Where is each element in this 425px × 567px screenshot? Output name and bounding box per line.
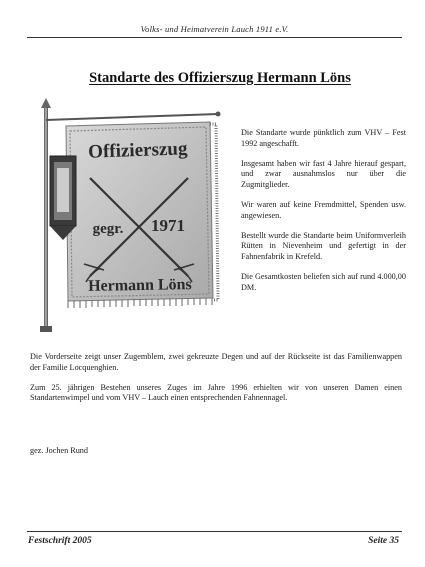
body-paragraph: Zum 25. jährigen Bestehen unseres Zuges im Jahre 1996 erhielten wir von unseren Damen einen Standartenwimpel und vom VHV – Lauch einen entsprechenden Fahnennagel. xyxy=(30,382,402,403)
banner-year-left: gegr. xyxy=(92,221,124,237)
banner-line-1: Offizierszug xyxy=(87,138,188,163)
side-paragraph: Die Standarte wurde pünktlich zum VHV – Fest 1992 angeschafft. xyxy=(241,128,406,148)
side-paragraph: Insgesamt haben wir fast 4 Jahre hierauf gespart, und zwar ausnahmslos nur über die Zugmitglieder. xyxy=(241,158,406,190)
header-divider xyxy=(27,37,402,38)
body-text xyxy=(30,352,402,413)
page-title: Standarte des Offizierszug Hermann Löns xyxy=(89,70,351,86)
running-header: Volks- und Heimatverein Lauch 1911 e.V. xyxy=(140,24,289,34)
footer-page-number: Seite 35 xyxy=(368,536,399,546)
body-paragraph: Die Vorderseite zeigt unser Zugemblem, zwei gekreuzte Degen und auf der Rückseite ist das Familienwappen der Familie Locquenghien. xyxy=(30,352,402,372)
side-paragraph: Bestellt wurde die Standarte beim Uniformverleih Rütten in Nievenheim und gefertigt in der Fahnenfabrik in Krefeld. xyxy=(241,230,406,262)
emblem-plaque xyxy=(50,156,76,240)
side-text-column xyxy=(241,128,406,303)
footer-publication: Festschrift 2005 xyxy=(28,536,92,546)
banner-year-right: 1971 xyxy=(151,216,185,235)
side-paragraph: Wir waren auf keine Fremdmittel, Spenden usw. angewiesen. xyxy=(241,199,406,220)
side-paragraph: Die Gesamtkosten beliefen sich auf rund 4.000,00 DM. xyxy=(241,271,406,292)
footer-divider xyxy=(27,531,402,532)
banner-line-3: Hermann Löns xyxy=(87,276,192,295)
signature: gez. Jochen Rund xyxy=(30,446,88,455)
pole-base xyxy=(40,326,52,332)
standard-photo xyxy=(28,98,233,343)
